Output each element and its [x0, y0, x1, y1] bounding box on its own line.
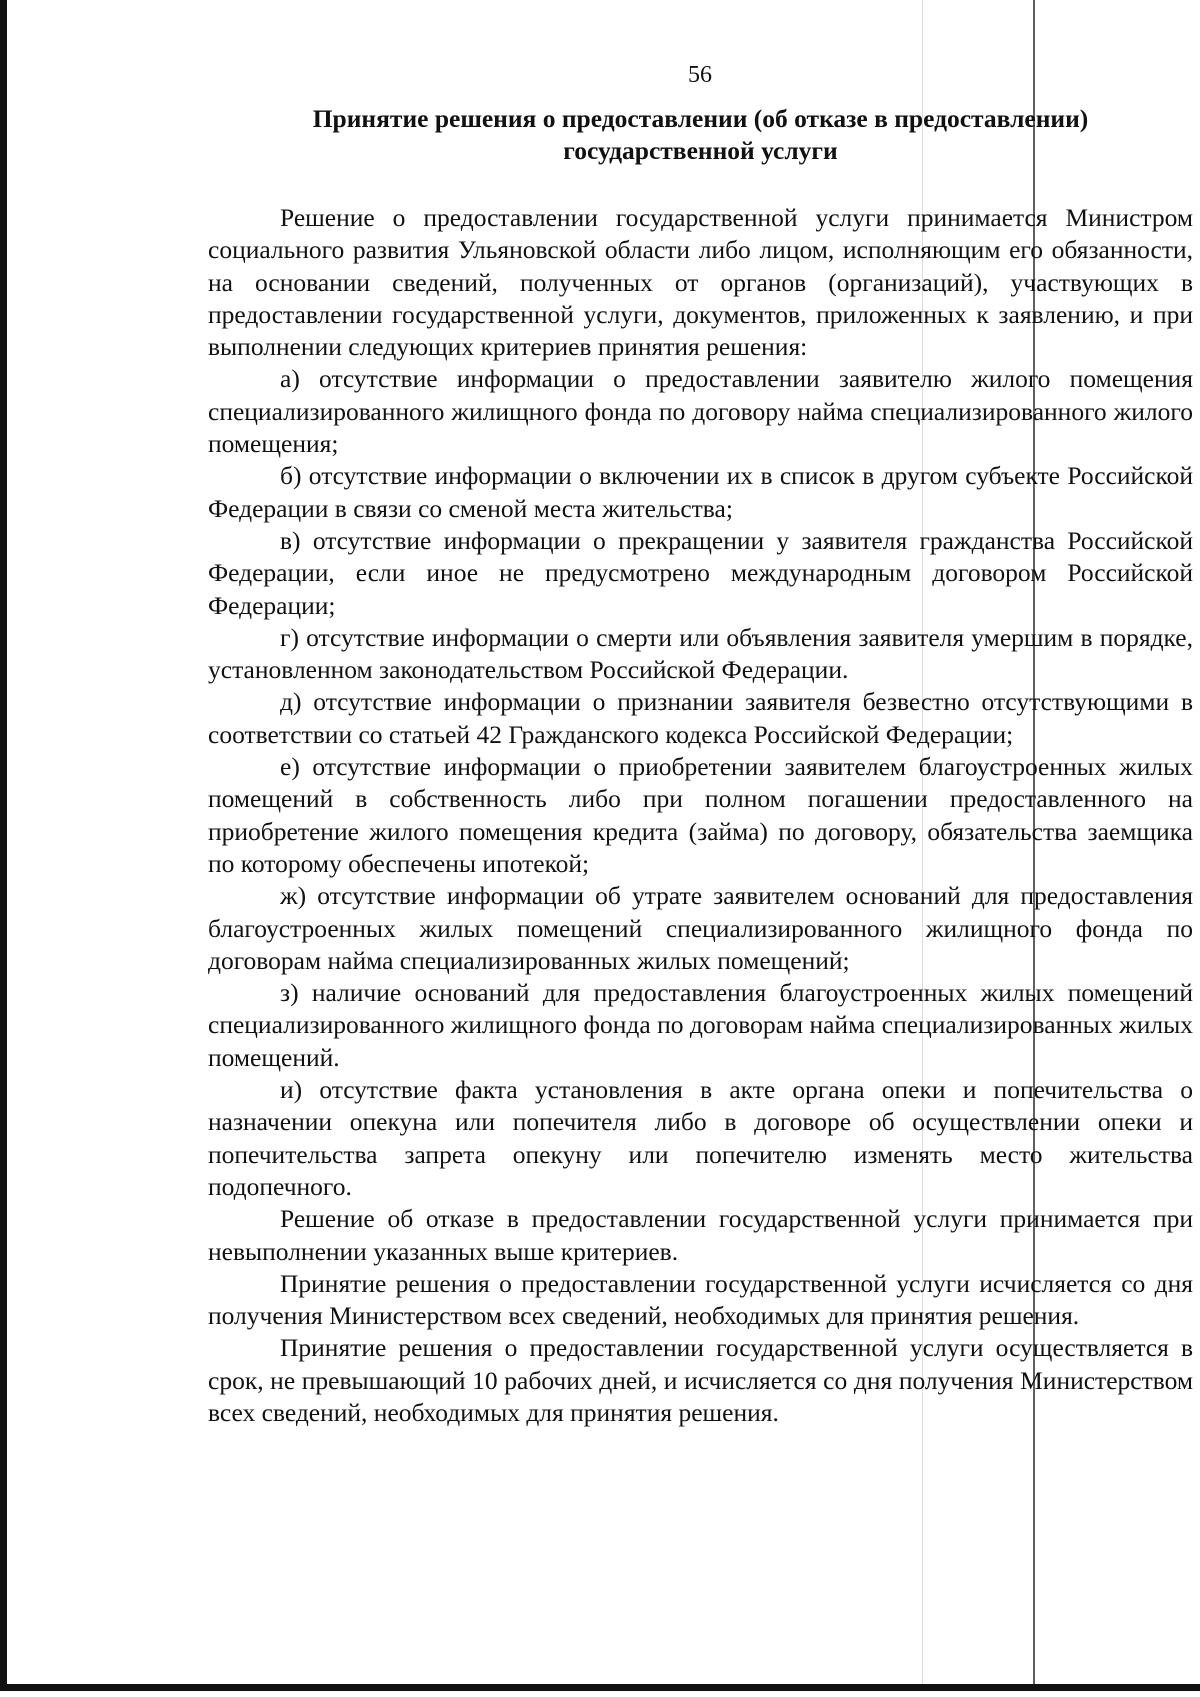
- paragraph-decision-intro: Решение о предоставлении государственной услуги принимается Министром социального развития Ульяновской области либо лицом, исполняющим его обязанности, на основании сведений, полученных от органов (организаций), участвующих в предоставлении государственной услуги, документов, приложенных к заявлению, и при выполнении следующих критериев принятия решения:: [208, 203, 1193, 362]
- criterion-g: г) отсутствие информации о смерти или объявления заявителя умершим в порядке, установленном законодательством Российской Федерации.: [208, 622, 1193, 685]
- document-title: [208, 103, 1193, 167]
- criterion-e: е) отсутствие информации о приобретении заявителем благоустроенных жилых помещений в собственность либо при полном погашении предоставленного на приобретение жилого помещения кредита (займа) по договору, обязательства заемщика по которому обеспечены ипотекой;: [208, 752, 1193, 878]
- criterion-zh: ж) отсутствие информации об утрате заявителем оснований для предоставления благоустроенных жилых помещений специализированного жилищного фонда по договорам найма специализированных жилых помещений;: [208, 881, 1193, 975]
- criterion-i: и) отсутствие факта установления в акте органа опеки и попечительства о назначении опекуна или попечителя либо в договоре об осуществлении опеки и попечительства запрета опекуну или попечителю изменять место жительства подопечного.: [208, 1075, 1193, 1201]
- criterion-b: б) отсутствие информации о включении их в список в другом субъекте Российской Федерации в связи со сменой места жительства;: [208, 461, 1193, 523]
- criterion-a: а) отсутствие информации о предоставлении заявителю жилого помещения специализированного жилищного фонда по договору найма специализированного жилого помещения;: [208, 364, 1193, 459]
- scan-border-left: [0, 0, 7, 1690]
- paragraph-deadline: Принятие решения о предоставлении государственной услуги осуществляется в срок, не превышающий 10 рабочих дней, и исчисляется со дня получения Министерством всех сведений, необходимых для принятия решения.: [208, 1333, 1193, 1427]
- title-line-1: Принятие решения о предоставлении (об отказе в предоставлении): [312, 104, 1089, 133]
- document-body: [208, 202, 1193, 1429]
- criterion-d: д) отсутствие информации о признании заявителя безвестно отсутствующими в соответствии со статьей 42 Гражданского кодекса Российской Федерации;: [208, 687, 1193, 749]
- criterion-v: в) отсутствие информации о прекращении у заявителя гражданства Российской Федерации, если иное не предусмотрено международным договором Российской Федерации;: [208, 525, 1193, 620]
- paragraph-refusal: Решение об отказе в предоставлении государственной услуги принимается при невыполнении указанных выше критериев.: [208, 1204, 1193, 1266]
- criterion-z: з) наличие оснований для предоставления благоустроенных жилых помещений специализированного жилищного фонда по договорам найма специализированных жилых помещений.: [208, 978, 1193, 1072]
- paragraph-calculation: Принятие решения о предоставлении государственной услуги исчисляется со дня получения Министерством всех сведений, необходимых для принятия решения.: [208, 1268, 1193, 1331]
- scan-border-bottom: [0, 1684, 1200, 1691]
- title-line-2: государственной услуги: [563, 136, 838, 165]
- page-number: 56: [688, 62, 712, 88]
